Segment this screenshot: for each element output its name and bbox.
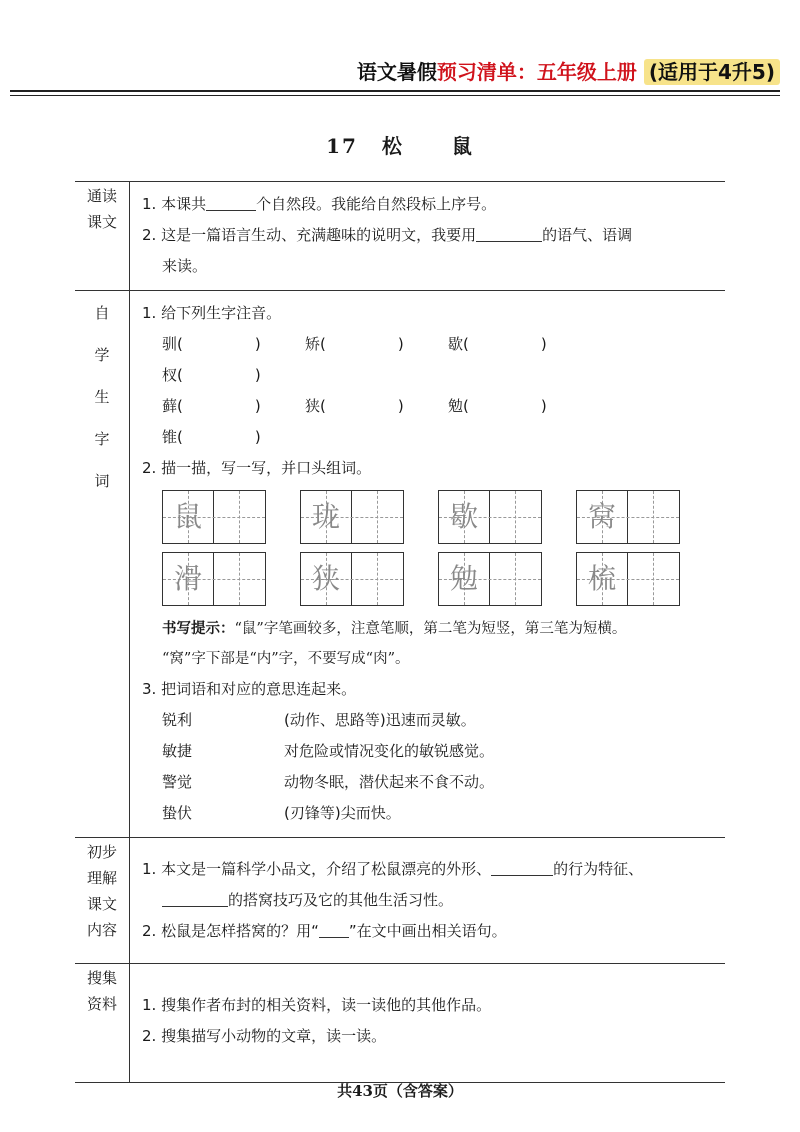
section-chars [75, 291, 725, 838]
understand-q1-suffix: 的搭窝技巧及它的其他生活习性。 [228, 891, 454, 909]
collect-q1: 1. 搜集作者布封的相关资料，读一读他的其他作品。 [142, 996, 492, 1014]
answer-blank[interactable] [206, 192, 256, 211]
match-word[interactable]: 锐利 [162, 711, 193, 729]
read-q1-prefix: 1. 本课共 [142, 195, 207, 213]
section-read-content [130, 182, 726, 291]
trace-char: 鼠 [173, 500, 202, 533]
trace-char: 狭 [311, 562, 340, 595]
tip-text-2: “窝”字下部是“内”字，不要写成“肉”。 [162, 651, 410, 667]
writing-grid[interactable] [438, 490, 542, 544]
read-q2-suffix: 的语气、语调 [542, 226, 633, 244]
header-title [357, 56, 780, 85]
match-word[interactable]: 敏捷 [162, 742, 193, 760]
chars-q3: 3. 把词语和对应的意思连起来。 [142, 680, 357, 698]
label-line: 搜集 [86, 969, 117, 987]
trace-char: 滑 [173, 562, 202, 595]
pinyin-char: 驯 [162, 335, 178, 353]
label-line: 课文 [86, 213, 117, 231]
answer-blank[interactable] [476, 223, 542, 242]
header-rule-thick [10, 90, 780, 92]
answer-blank[interactable] [319, 919, 349, 938]
section-chars-label [75, 291, 130, 838]
section-collect-label [75, 964, 130, 1083]
collect-q2: 2. 搜集描写小动物的文章，读一读。 [142, 1027, 387, 1045]
lesson-char2: 鼠 [451, 134, 474, 158]
pinyin-char: 杈 [162, 366, 178, 384]
answer-blank[interactable] [491, 857, 553, 876]
writing-grid[interactable] [162, 490, 266, 544]
lesson-char1: 松 [381, 134, 404, 158]
read-q2-cont: 来读。 [162, 257, 208, 275]
pinyin-row-1: 驯( ) 矫( ) 歇( ) 杈( ) [162, 335, 547, 384]
lesson-number: 17 [326, 134, 358, 158]
writing-grid[interactable] [300, 490, 404, 544]
page-footer: 共43页（含答案） [337, 1082, 463, 1100]
label-line: 生 [94, 388, 110, 406]
section-read [75, 182, 725, 291]
label-line: 内容 [86, 921, 117, 939]
word-matching [142, 705, 725, 829]
header-rule-thin [10, 95, 780, 96]
section-read-label [75, 182, 130, 291]
label-line: 理解 [86, 869, 117, 887]
writing-tip [142, 614, 725, 674]
match-meaning[interactable]: 对危险或情况变化的敏锐感觉。 [284, 742, 495, 760]
tip-text-1: “鼠”字笔画较多，注意笔顺，第二笔为短竖，第三笔为短横。 [234, 621, 627, 637]
lesson-title [0, 130, 800, 159]
label-line: 初步 [86, 843, 117, 861]
pinyin-row-2: 藓( ) 狭( ) 勉( ) 锥( ) [162, 397, 547, 446]
read-q2-prefix: 2. 这是一篇语言生动、充满趣味的说明文，我要用 [142, 226, 477, 244]
section-collect [75, 964, 725, 1083]
label-line: 课文 [86, 895, 117, 913]
trace-char: 窝 [587, 500, 616, 533]
section-chars-content [130, 291, 726, 838]
understand-q2-suffix: ”在文中画出相关语句。 [348, 922, 507, 940]
match-meaning[interactable]: 动物冬眠，潜伏起来不食不动。 [284, 773, 495, 791]
writing-grid[interactable] [300, 552, 404, 606]
section-understand-content [130, 838, 726, 964]
pinyin-char: 锥 [162, 428, 178, 446]
tip-label: 书写提示： [162, 621, 235, 637]
writing-grid[interactable] [162, 552, 266, 606]
answer-blank[interactable] [162, 888, 228, 907]
label-line: 资料 [86, 995, 117, 1013]
header-part1: 语文暑假 [356, 60, 437, 84]
pinyin-char: 矫 [305, 335, 321, 353]
match-word[interactable]: 蛰伏 [162, 804, 193, 822]
label-line: 学 [94, 346, 110, 364]
understand-q1-prefix: 1. 本文是一篇科学小品文，介绍了松鼠漂亮的外形、 [142, 860, 492, 878]
chars-q1: 1. 给下列生字注音。 [142, 304, 282, 322]
writing-grid-row-2 [162, 552, 725, 606]
trace-char: 勉 [449, 562, 478, 595]
pinyin-char: 藓 [162, 397, 178, 415]
label-line: 词 [94, 472, 110, 490]
match-meaning[interactable]: (刃锋等)尖而快。 [284, 804, 401, 822]
writing-grid[interactable] [576, 490, 680, 544]
pinyin-char: 勉 [448, 397, 464, 415]
section-collect-content [130, 964, 726, 1083]
trace-char: 歇 [449, 500, 478, 533]
pinyin-char: 狭 [305, 397, 321, 415]
trace-char: 梳 [587, 562, 616, 595]
header-tag: (适用于4升5) [644, 59, 780, 85]
read-q1-suffix: 个自然段。我能给自然段标上序号。 [256, 195, 497, 213]
pinyin-char: 歇 [448, 335, 464, 353]
label-line: 通读 [86, 187, 117, 205]
label-line: 字 [94, 430, 110, 448]
writing-grid-row-1 [162, 490, 725, 544]
trace-char: 珑 [311, 500, 340, 533]
understand-q1-mid: 的行为特征、 [553, 860, 644, 878]
header-part2: 预习清单：五年级上册 [436, 60, 637, 84]
match-meaning[interactable]: (动作、思路等)迅速而灵敏。 [284, 711, 476, 729]
section-understand-label [75, 838, 130, 964]
match-word[interactable]: 警觉 [162, 773, 193, 791]
label-line: 自 [94, 304, 110, 322]
section-understand [75, 838, 725, 964]
worksheet-table [75, 181, 725, 1083]
writing-grid[interactable] [438, 552, 542, 606]
chars-q2: 2. 描一描，写一写，并口头组词。 [142, 459, 372, 477]
writing-grid[interactable] [576, 552, 680, 606]
understand-q2-prefix: 2. 松鼠是怎样搭窝的？用“ [142, 922, 319, 940]
